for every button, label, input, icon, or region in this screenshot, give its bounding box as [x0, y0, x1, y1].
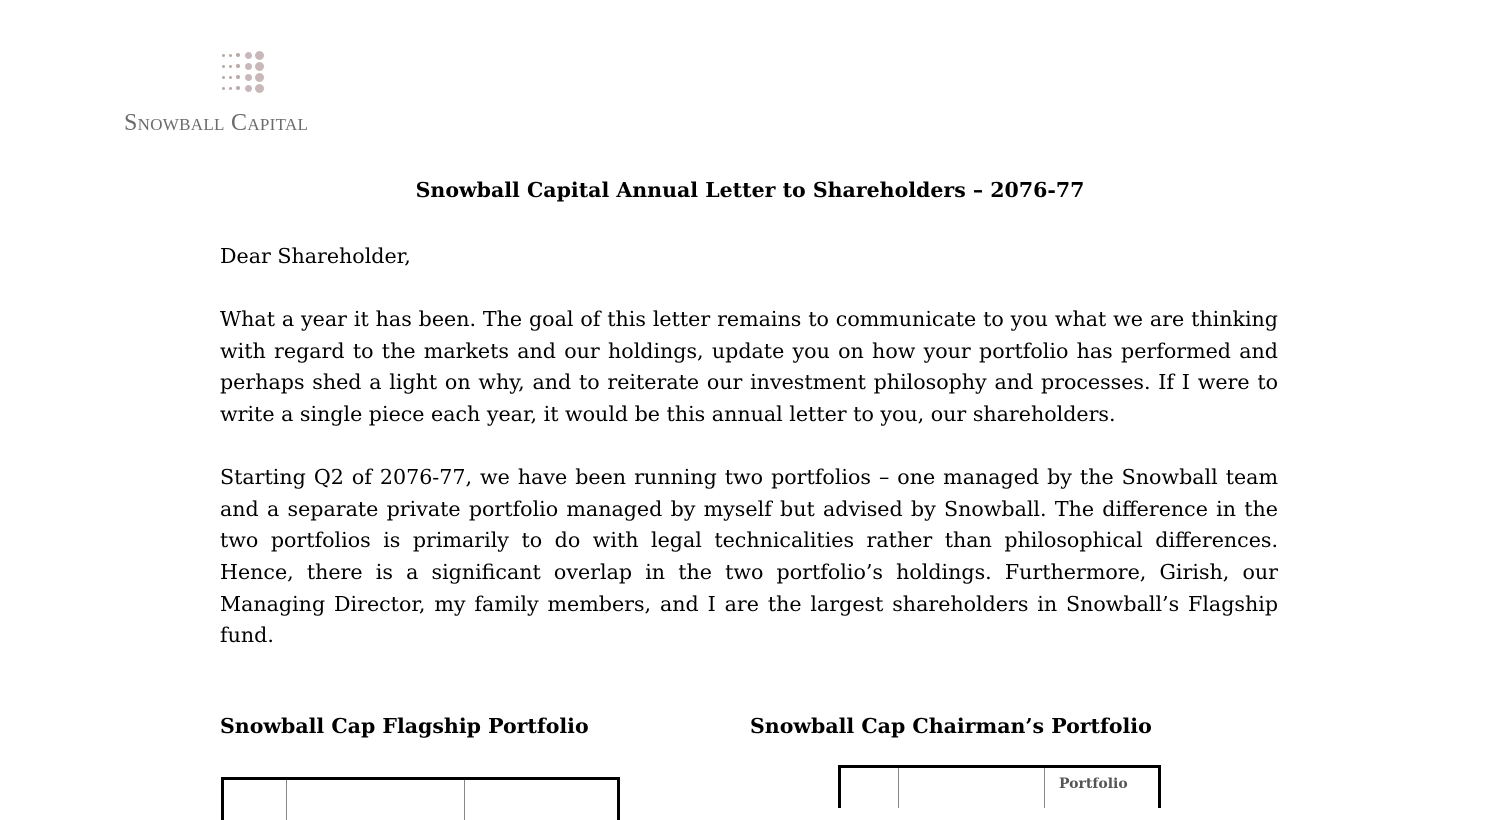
logo-dots-icon	[222, 50, 266, 96]
logo-dot	[236, 53, 240, 57]
logo-dot	[229, 87, 232, 90]
logo-dot	[236, 86, 240, 90]
paragraph: Starting Q2 of 2076-77, we have been running two portfolios – one managed by the Snowball team and a separate private portfolio managed by myself but advised by Snowball. The difference in the two portfolios is primarily to do with legal technicalities rather than philosophical differences. Hence, there is a significant overlap in the two portfolio’s holdings. Furthermore, Girish, our Managing Director, my family members, and I are the largest shareholders in Snowball’s Flagship fund.	[220, 465, 1278, 648]
flagship-portfolio-heading: Snowball Cap Flagship Portfolio	[220, 714, 589, 738]
logo-dot	[255, 62, 264, 71]
logo-dot	[222, 76, 225, 79]
logo-dot	[236, 64, 240, 68]
logo-text: Snowball Capital	[124, 110, 309, 136]
chairman-portfolio-heading: Snowball Cap Chairman’s Portfolio	[750, 714, 1152, 738]
logo-dot	[255, 51, 264, 60]
logo-dot	[222, 87, 225, 90]
logo-dot	[255, 73, 264, 82]
letter-body	[220, 241, 1278, 683]
logo-dot	[245, 63, 252, 70]
logo-dot	[229, 76, 232, 79]
table-header-portfolio: Portfolio	[1059, 776, 1128, 792]
logo-dot	[236, 75, 240, 79]
logo-dot	[229, 54, 232, 57]
logo-dot	[229, 65, 232, 68]
letter-title: Snowball Capital Annual Letter to Shareholders – 2076-77	[415, 178, 1085, 202]
salutation: Dear Shareholder,	[220, 244, 411, 268]
flagship-portfolio-table	[221, 777, 620, 820]
logo-dot	[222, 54, 225, 57]
chairman-portfolio-table	[838, 765, 1161, 808]
logo-dot	[245, 74, 252, 81]
logo-dot	[255, 84, 264, 93]
paragraph: What a year it has been. The goal of this letter remains to communicate to you what we are thinking with regard to the markets and our holdings, update you on how your portfolio has performed and perhaps shed a light on why, and to reiterate our investment philosophy and processes. If I were to write a single piece each year, it would be this annual letter to you, our shareholders.	[220, 307, 1278, 426]
logo-dot	[245, 52, 252, 59]
logo-dot	[222, 65, 225, 68]
logo-dot	[245, 85, 252, 92]
